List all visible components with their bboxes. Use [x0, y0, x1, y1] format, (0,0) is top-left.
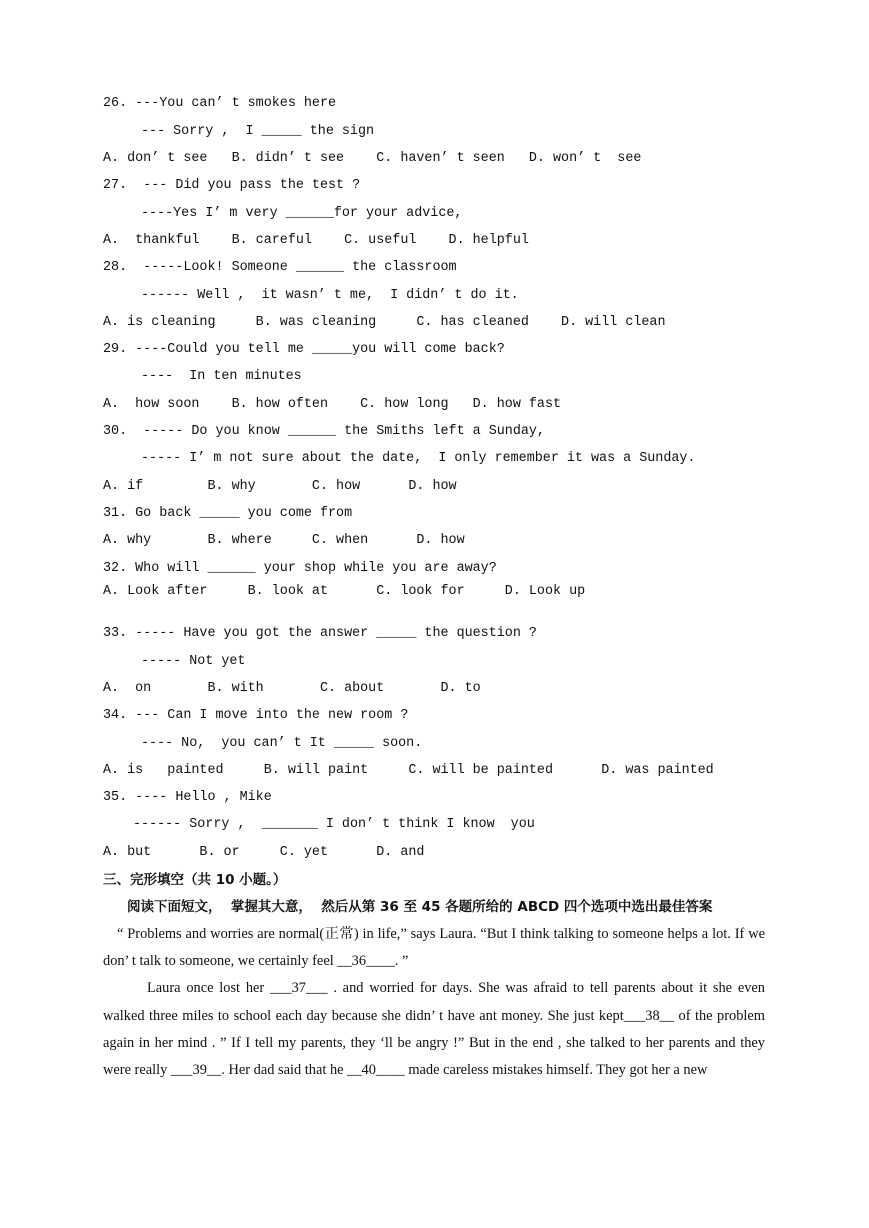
question-31-options: A. why B. where C. when D. how — [103, 533, 465, 548]
question-29-reply: ---- In ten minutes — [141, 369, 302, 384]
question-28-reply: ------ Well , it wasn’ t me, I didn’ t do it. — [141, 288, 519, 303]
question-28-stem: 28. -----Look! Someone ______ the classroom — [103, 260, 457, 275]
question-35-options: A. but B. or C. yet D. and — [103, 845, 425, 860]
question-30-options: A. if B. why C. how D. how — [103, 479, 457, 494]
question-32-options: A. Look after B. look at C. look for D. Look up — [103, 584, 586, 599]
question-28-options: A. is cleaning B. was cleaning C. has cleaned D. will clean — [103, 315, 666, 330]
question-26-options: A. don’ t see B. didn’ t see C. haven’ t seen D. won’ t see — [103, 151, 642, 166]
question-29-stem: 29. ----Could you tell me _____you will come back? — [103, 342, 505, 357]
question-33-reply: ----- Not yet — [141, 654, 246, 669]
question-30-reply: ----- I’ m not sure about the date, I only remember it was a Sunday. — [141, 451, 696, 466]
passage-paragraph-1: “ Problems and worries are normal(正常) in life,” says Laura. “But I think talking to someone helps a lot. If we don’ t talk to someone, we certainly feel __36____. ” — [103, 926, 765, 970]
question-33-stem: 33. ----- Have you got the answer _____ the question ? — [103, 626, 537, 641]
question-34-stem: 34. --- Can I move into the new room ? — [103, 708, 409, 723]
question-34-reply: ---- No, you can’ t It _____ soon. — [141, 736, 423, 751]
section-heading: 三、完形填空（共 10 小题。） — [103, 872, 287, 888]
question-34-options: A. is painted B. will paint C. will be painted D. was painted — [103, 763, 714, 778]
question-31-stem: 31. Go back _____ you come from — [103, 506, 353, 521]
question-30-stem: 30. ----- Do you know ______ the Smiths left a Sunday, — [103, 424, 545, 439]
question-29-options: A. how soon B. how often C. how long D. how fast — [103, 397, 562, 412]
question-26-stem: 26. ---You can’ t smokes here — [103, 96, 337, 111]
question-33-options: A. on B. with C. about D. to — [103, 681, 481, 696]
question-35-stem: 35. ---- Hello , Mike — [103, 790, 272, 805]
question-35-reply: ------ Sorry , _______ I don’ t think I know you — [133, 817, 535, 832]
cloze-passage — [103, 921, 765, 1084]
question-27-reply: ----Yes I’ m very ______for your advice, — [141, 206, 463, 221]
question-32-stem: 32. Who will ______ your shop while you are away? — [103, 561, 497, 576]
question-27-options: A. thankful B. careful C. useful D. helpful — [103, 233, 529, 248]
passage-paragraph-2: Laura once lost her ___37___ . and worried for days. She was afraid to tell parents about it she even walked three miles to school each day because she didn’ t have ant money. She just kept___38__ of the problem again in her mind . ” If I tell my parents, they ‘ll be angry !” But in the end , she talked to her parents and they were really ___39__. Her dad said that he __40____ made careless mistakes himself. They got her a new — [103, 980, 765, 1079]
section-instruction: 阅读下面短文， 掌握其大意， 然后从第 36 至 45 各题所给的 ABCD 四个选项中选出最佳答案 — [127, 899, 713, 915]
question-26-reply: --- Sorry , I _____ the sign — [141, 124, 375, 139]
question-27-stem: 27. --- Did you pass the test ? — [103, 178, 361, 193]
